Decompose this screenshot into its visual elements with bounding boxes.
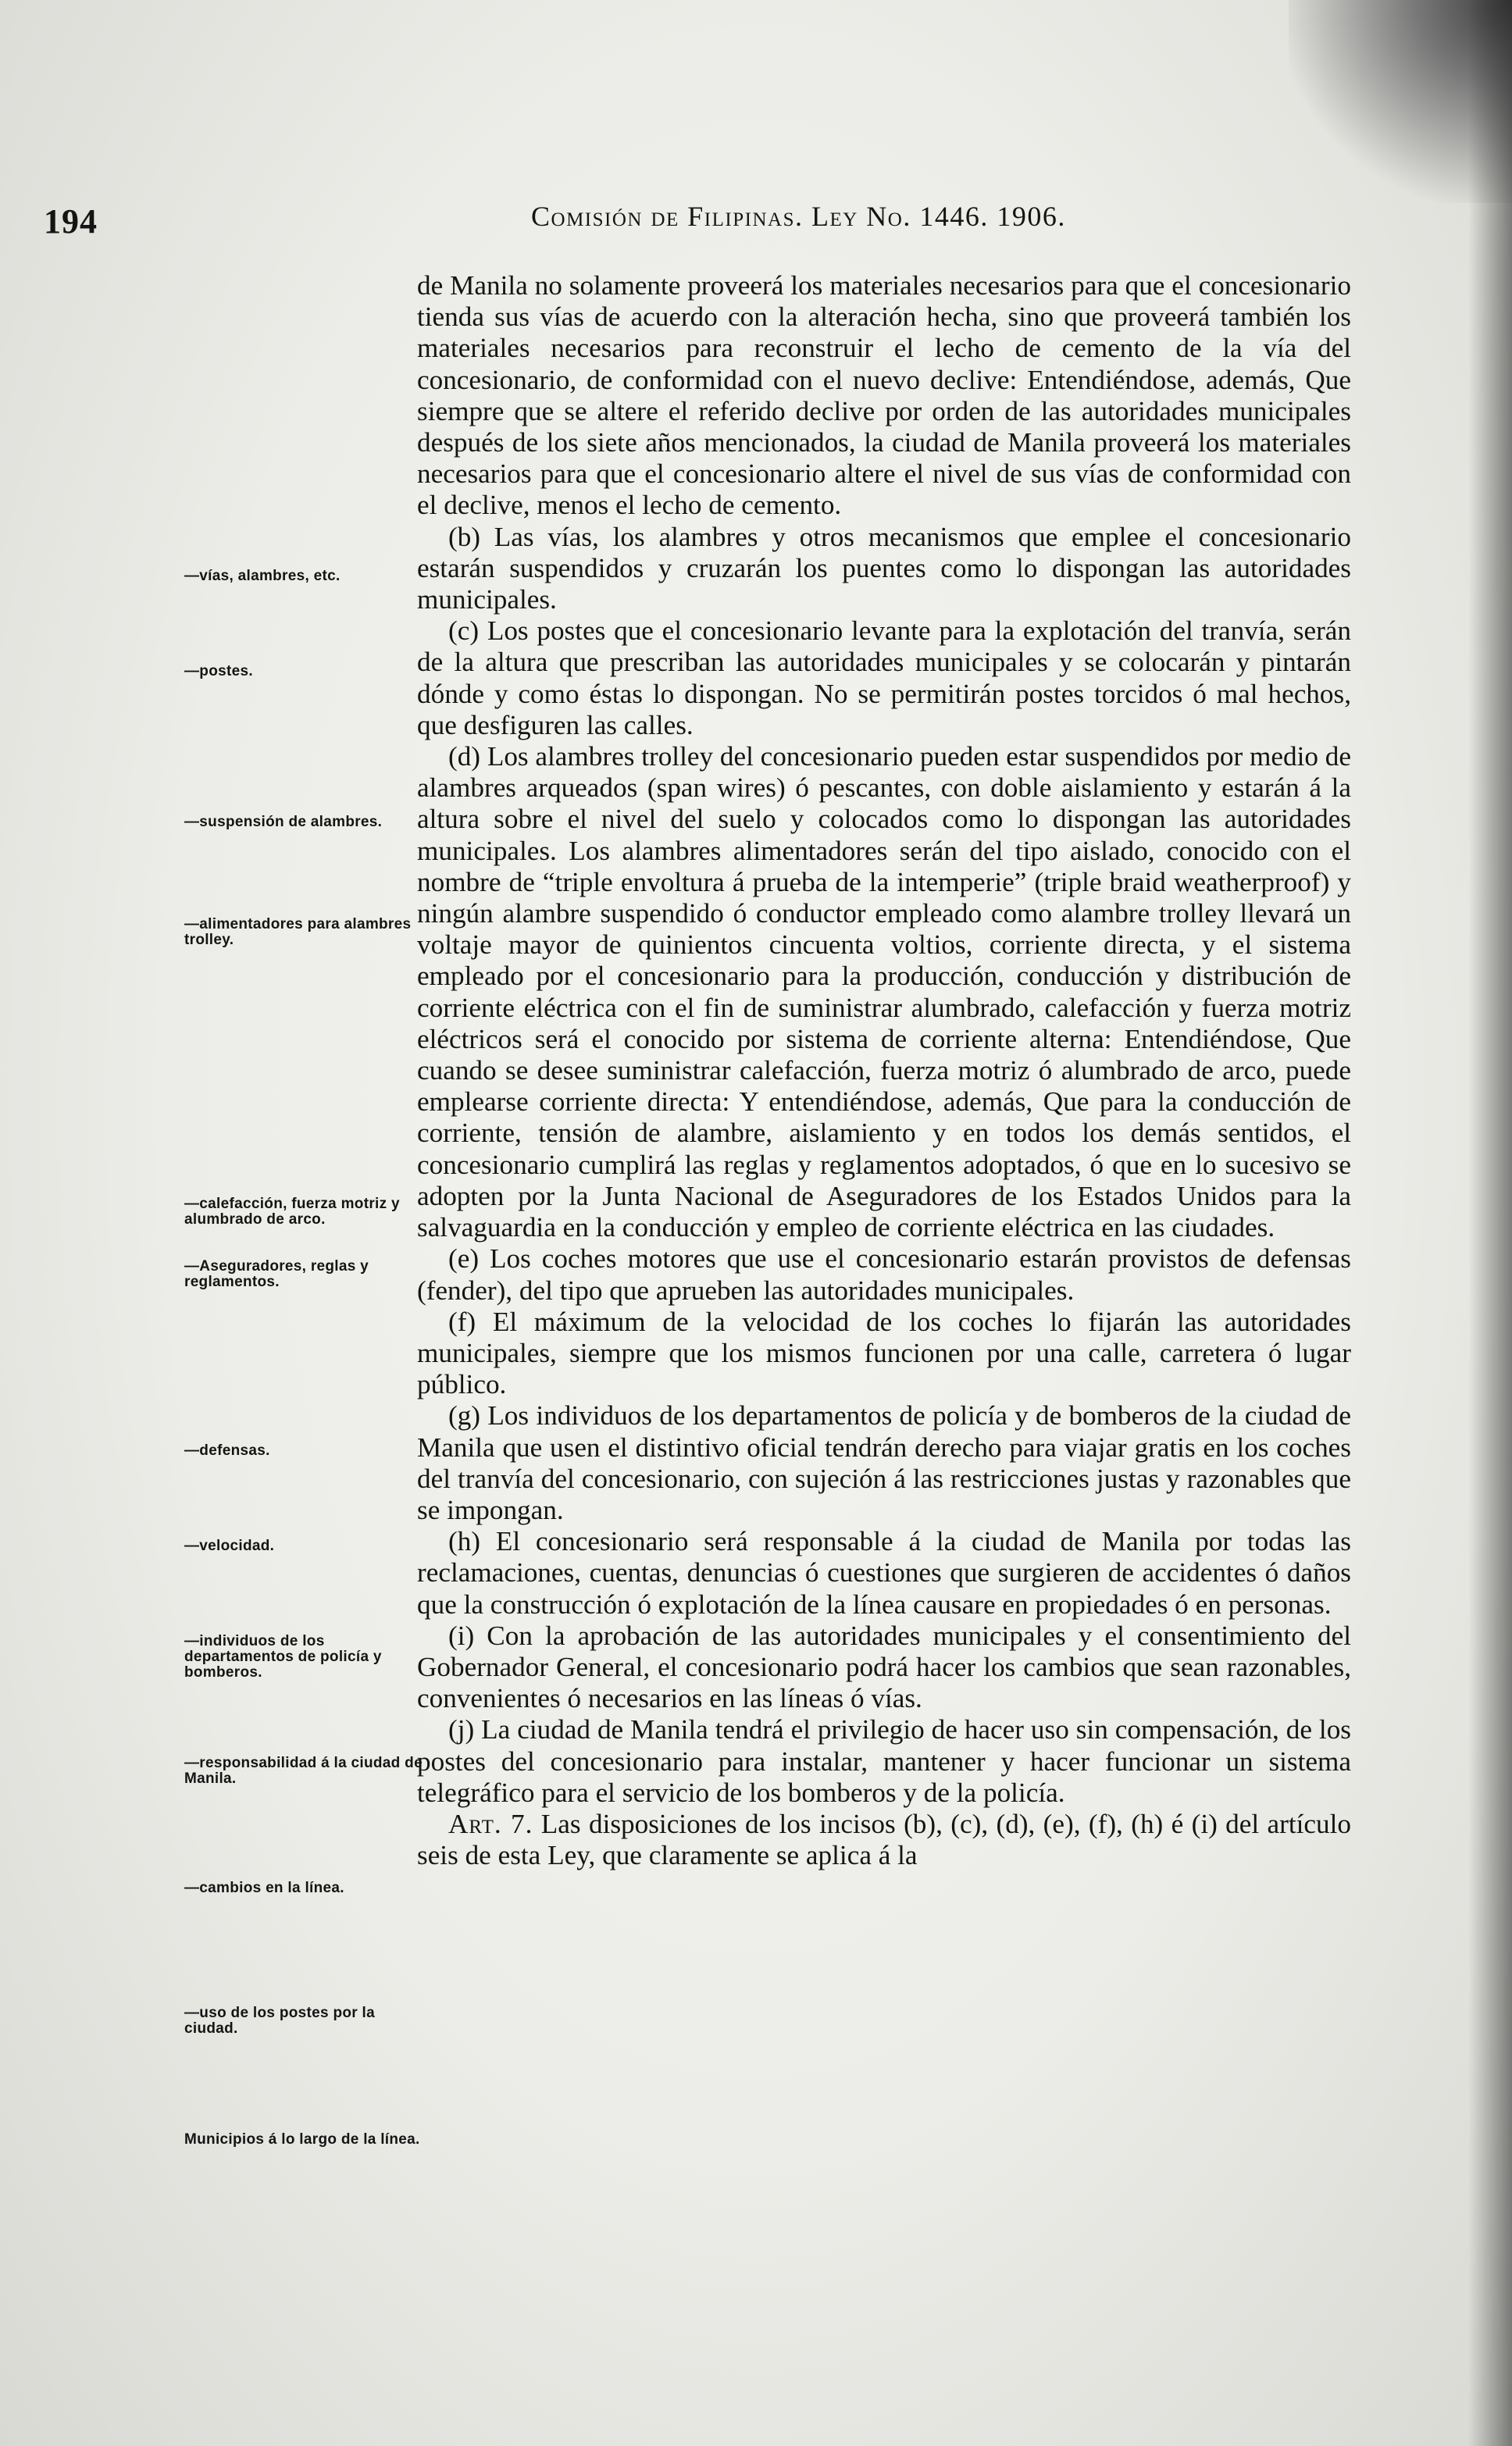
paragraph-d: (d) Los alambres trolley del concesionario pueden estar suspendidos por medio de alambres arqueados (span wires) ó pescantes, con doble aislamiento y estarán á la altura sobre el nivel del suelo y colocados como lo dispongan las autoridades municipales. Los alambres alimentadores serán del tipo aislado, conocido con el nombre de “triple envoltura á prueba de la intemperie” (triple braid weatherproof) y ningún alambre suspendido ó conductor empleado como alambre trolley llevará un voltaje mayor de quinientos cincuenta voltios, corriente directa, y el sistema empleado por el concesionario para la producción, conducción y distribución de corriente eléctrica con el fin de suministrar alumbrado, calefacción y fuerza motriz eléctricos será el conocido por sistema de corriente alterna: Entendiéndose, Que cuando se desee suministrar calefacción, fuerza motriz ó alumbrado de arco, puede emplearse corriente directa: Y entendiéndose, además, Que para la conducción de corriente, tensión de alambre, aislamiento y en todos los demás sentidos, el concesionario cumplirá las reglas y reglamentos adoptados, ó que en lo sucesivo se adopten por la Junta Nacional de Aseguradores de los Estados Unidos para la salvaguardia en la conducción y empleo de corriente eléctrica en las ciudades. bbox=[417, 741, 1351, 1243]
margin-note-defensas: —defensas. bbox=[184, 1442, 270, 1459]
paragraph-g: (g) Los individuos de los departamentos de policía y de bomberos de la ciudad de Manila que usen el distintivo oficial tendrán derecho para viajar gratis en los coches del tranvía del concesionario, con sujeción á las restricciones justas y razonables que se impongan. bbox=[417, 1400, 1351, 1525]
margin-note-aseguradores: —Aseguradores, reglas y reglamentos. bbox=[184, 1258, 369, 1290]
paragraph-continuation: de Manila no solamente proveerá los materiales necesarios para que el concesionario tienda sus vías de acuerdo con la alteración hecha, sino que proveerá también los materiales necesarios para reconstruir el lecho de cemento de la vía del concesionario, de conformidad con el nuevo declive: Entendiéndose, además, Que siempre que se altere el referido declive por orden de las autoridades municipales después de los siete años mencionados, la ciudad de Manila proveerá los materiales necesarios para que el concesionario altere el nivel de sus vías de conformidad con el declive, menos el lecho de cemento. bbox=[417, 270, 1351, 521]
margin-note-alimentadores: —alimentadores para alambres trolley. bbox=[184, 916, 412, 948]
paragraph-c: (c) Los postes que el concesionario levante para la explotación del tranvía, serán de la altura que prescriban las autoridades municipales y se colocarán y pintarán dónde y como éstas lo dispongan. No se permitirán postes torcidos ó mal hechos, que desfiguren las calles. bbox=[417, 615, 1351, 740]
margin-note-calefaccion: —calefacción, fuerza motriz y alumbrado de arco. bbox=[184, 1196, 400, 1228]
paragraph-e: (e) Los coches motores que use el concesionario estarán provistos de defensas (fender), del tipo que aprueben las autoridades municipales. bbox=[417, 1243, 1351, 1306]
margin-note-cambios: —cambios en la línea. bbox=[184, 1880, 344, 1896]
scan-shadow-edge bbox=[1468, 0, 1512, 2446]
margin-note-velocidad: —velocidad. bbox=[184, 1538, 275, 1554]
margin-note-responsabilidad: —responsabilidad á la ciudad de Manila. bbox=[184, 1755, 423, 1787]
margin-note-vias: —vías, alambres, etc. bbox=[184, 568, 341, 584]
article-7 bbox=[417, 1809, 1351, 1871]
paragraph-i: (i) Con la aprobación de las autoridades municipales y el consentimiento del Gobernador General, el concesionario podrá hacer los cambios que sean razonables, convenientes ó necesarios en las líneas ó vías. bbox=[417, 1620, 1351, 1714]
page-number: 194 bbox=[44, 202, 98, 241]
margin-note-individuos: —individuos de los departamentos de policía y bomberos. bbox=[184, 1633, 382, 1681]
margin-note-postes: —postes. bbox=[184, 663, 253, 679]
article-7-label: Art. 7. bbox=[448, 1808, 533, 1839]
paragraph-h: (h) El concesionario será responsable á la ciudad de Manila por todas las reclamaciones, cuentas, denuncias ó cuestiones que surgieren de accidentes ó daños que la construcción ó explotación de la línea causare en propiedades ó en personas. bbox=[417, 1526, 1351, 1620]
margin-note-suspension: —suspensión de alambres. bbox=[184, 814, 383, 830]
paragraph-b: (b) Las vías, los alambres y otros mecanismos que emplee el concesionario estarán suspendidos y cruzarán los puentes como lo dispongan las autoridades municipales. bbox=[417, 521, 1351, 615]
article-7-text: Las disposiciones de los incisos (b), (c), (d), (e), (f), (h) é (i) del artículo seis de esta Ley, que claramente se aplica á la bbox=[417, 1808, 1352, 1871]
paragraph-f: (f) El máximum de la velocidad de los coches lo fijarán las autoridades municipales, siempre que los mismos funcionen por una calle, carretera ó lugar público. bbox=[417, 1306, 1351, 1400]
margin-note-uso-postes: —uso de los postes por la ciudad. bbox=[184, 2005, 375, 2037]
body-text bbox=[417, 270, 1351, 1871]
running-head: Comisión de Filipinas. Ley No. 1446. 1906. bbox=[531, 201, 1066, 232]
paragraph-j: (j) La ciudad de Manila tendrá el privilegio de hacer uso sin compensación, de los postes del concesionario para instalar, mantener y hacer funcionar un sistema telegráfico para el servicio de los bomberos y de la policía. bbox=[417, 1714, 1351, 1808]
margin-note-municipios: Municipios á lo largo de la línea. bbox=[184, 2131, 420, 2148]
